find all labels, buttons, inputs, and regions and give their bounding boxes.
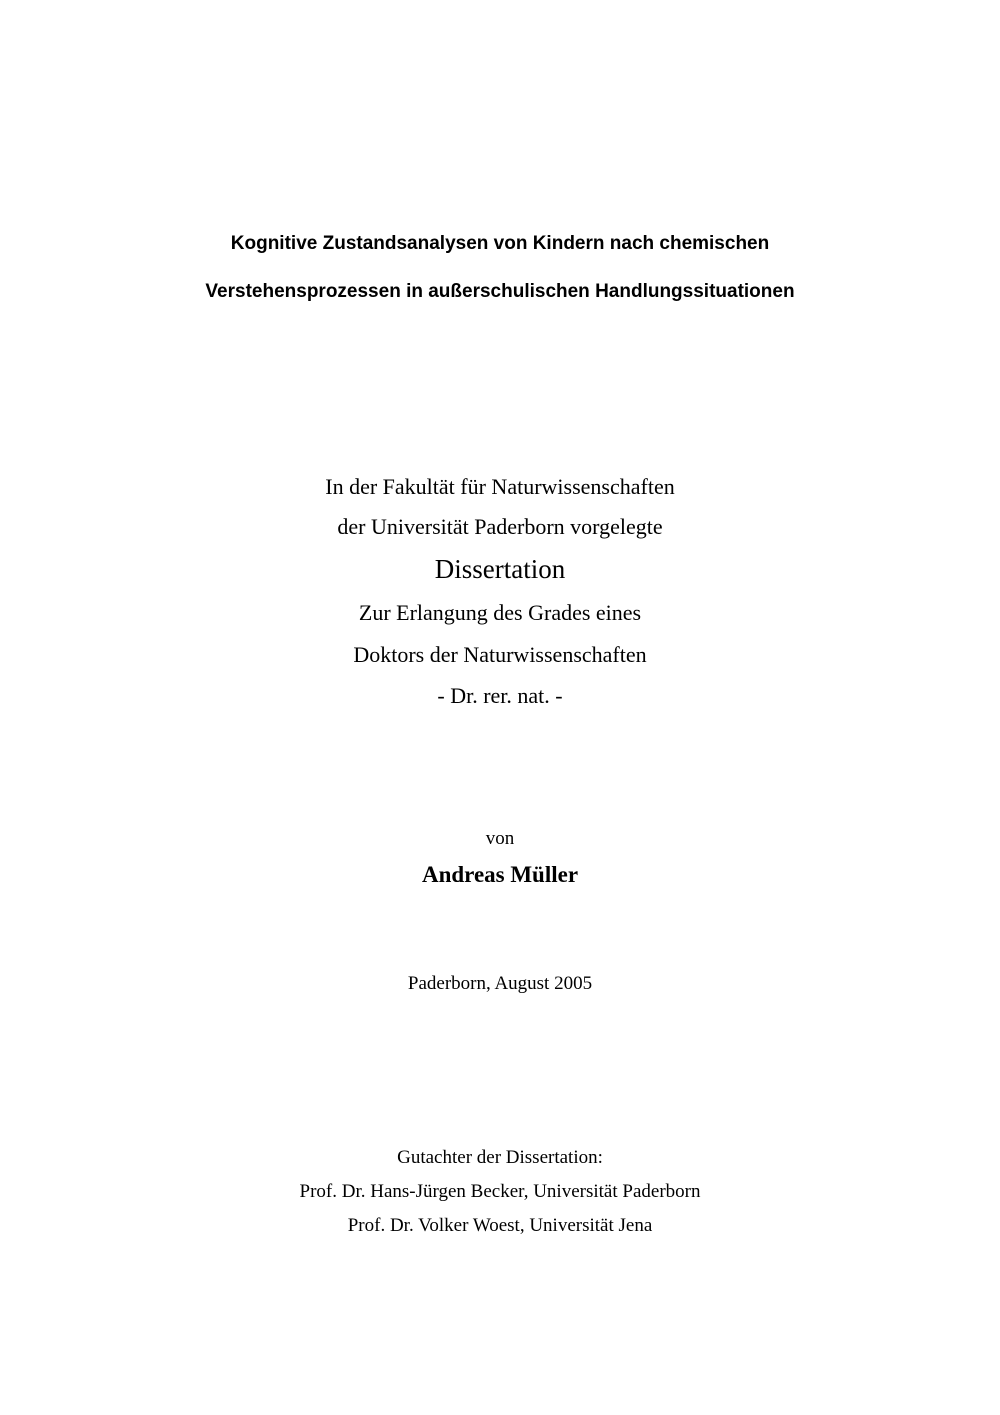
reviewers-heading: Gutachter der Dissertation: (397, 1147, 603, 1168)
author-name: Andreas Müller (421, 862, 579, 887)
place-date: Paderborn, August 2005 (407, 973, 593, 994)
degree-abbreviation: - Dr. rer. nat. - (437, 683, 563, 708)
degree-purpose-line: Zur Erlangung des Grades eines (358, 600, 642, 625)
title-line-2: Verstehensprozessen in außerschulischen Handlungssituationen (205, 281, 795, 302)
university-line: der Universität Paderborn vorgelegte (337, 514, 663, 539)
faculty-line: In der Fakultät für Naturwissenschaften (325, 474, 675, 499)
by-label: von (485, 828, 515, 849)
degree-name-line: Doktors der Naturwissenschaften (353, 642, 647, 667)
document-type: Dissertation (434, 554, 566, 584)
reviewer-2: Prof. Dr. Volker Woest, Universität Jena (347, 1215, 653, 1236)
title-line-1: Kognitive Zustandsanalysen von Kindern nach chemischen (230, 233, 770, 254)
reviewer-1: Prof. Dr. Hans-Jürgen Becker, Universität Paderborn (299, 1181, 701, 1202)
